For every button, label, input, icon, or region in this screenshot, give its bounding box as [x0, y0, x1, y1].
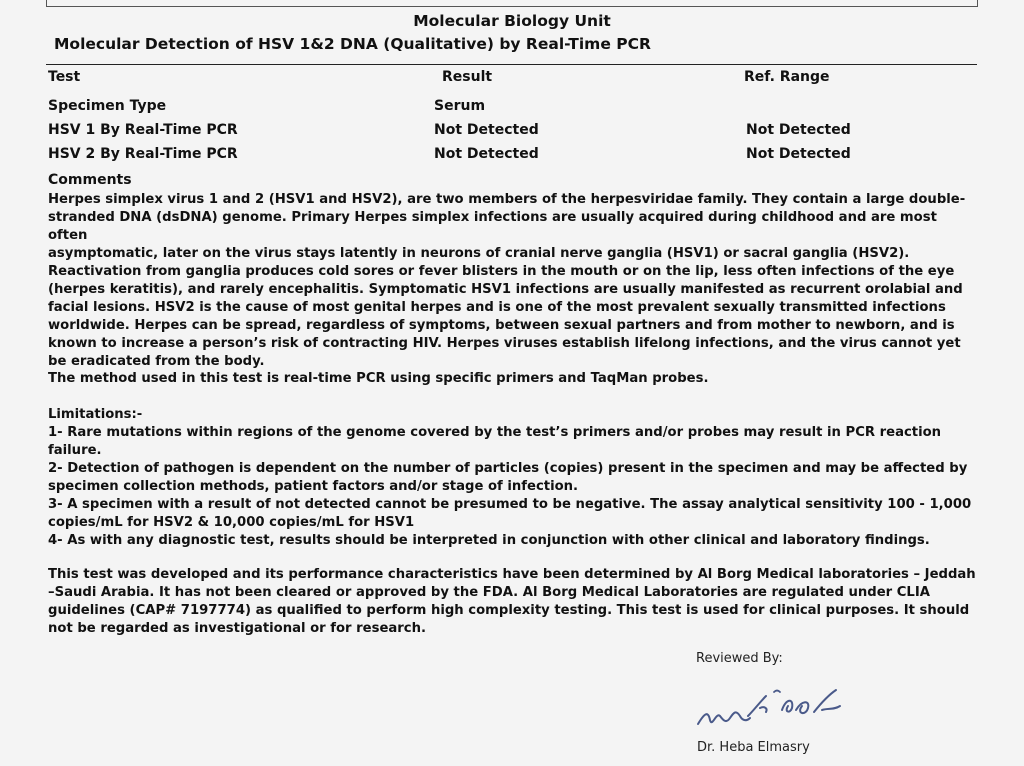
row-result: Not Detected: [434, 146, 539, 162]
row-test: Specimen Type: [48, 98, 167, 114]
header-ref-range: Ref. Range: [744, 69, 830, 85]
test-title: Molecular Detection of HSV 1&2 DNA (Qualitative) by Real-Time PCR: [54, 35, 651, 53]
header-test: Test: [48, 69, 81, 85]
reviewed-by-label: Reviewed By:: [696, 651, 783, 666]
row-ref: Not Detected: [746, 122, 851, 138]
row-ref: Not Detected: [746, 146, 851, 162]
row-test: HSV 2 By Real-Time PCR: [48, 146, 238, 162]
header-result: Result: [442, 69, 493, 85]
unit-title: Molecular Biology Unit: [413, 12, 611, 30]
patient-info-strip: [46, 0, 978, 7]
signature-image: [690, 680, 870, 740]
row-test: HSV 1 By Real-Time PCR: [48, 122, 238, 138]
row-result: Not Detected: [434, 122, 539, 138]
method-note: The method used in this test is real-time PCR using specific primers and TaqMan probes.: [48, 371, 709, 386]
disclaimer: This test was developed and its performance characteristics have been determined by Al Borg Medical laboratories – Jeddah –Saudi Arabia. It has not been cleared or approved by the FDA. Al Borg Medical Laboratories are regulated under CLIA guidelines (CAP# 7197774) as qualified to perform high complexity testing. This test is used for clinical purposes. It should not be regarded as investigational or for research.: [48, 567, 976, 636]
reviewer-name: Dr. Heba Elmasry: [697, 740, 810, 755]
limitations: Limitations:- 1- Rare mutations within regions of the genome covered by the test’s primers and/or probes may result in PCR reaction failure. 2- Detection of pathogen is dependent on the number of particles (copies) present in the specimen and may be affected by specimen collection methods, patient factors and/or stage of infection. 3- A specimen with a result of not detected cannot be presumed to be negative. The assay analytical sensitivity 100 - 1,000 copies/mL for HSV2 & 10,000 copies/mL for HSV1 4- As with any diagnostic test, results should be interpreted in conjunction with other clinical and laboratory findings.: [48, 407, 972, 548]
comments-label: Comments: [48, 172, 132, 188]
comments-intro: Herpes simplex virus 1 and 2 (HSV1 and HSV2), are two members of the herpesviridae family. They contain a large double- stranded DNA (dsDNA) genome. Primary Herpes simplex infections are usually acquired during childhood and are most often asymptomatic, later on the virus stays latently in neurons of cranial nerve ganglia (HSV1) or sacral ganglia (HSV2). Reactivation from ganglia produces cold sores or fever blisters in the mouth or on the lip, less often infections of the eye (herpes keratitis), and rarely encephalitis. Symptomatic HSV1 infections are usually manifested as recurrent orolabial and facial lesions. HSV2 is the cause of most genital herpes and is one of the most prevalent sexually transmitted infections worldwide. Herpes can be spread, regardless of symptoms, between sexual partners and from mother to newborn, and is known to increase a person’s risk of contracting HIV. Herpes viruses establish lifelong infections, and the virus cannot yet be eradicated from the body.: [48, 192, 966, 369]
row-result: Serum: [434, 98, 486, 114]
header-divider: [46, 64, 977, 65]
